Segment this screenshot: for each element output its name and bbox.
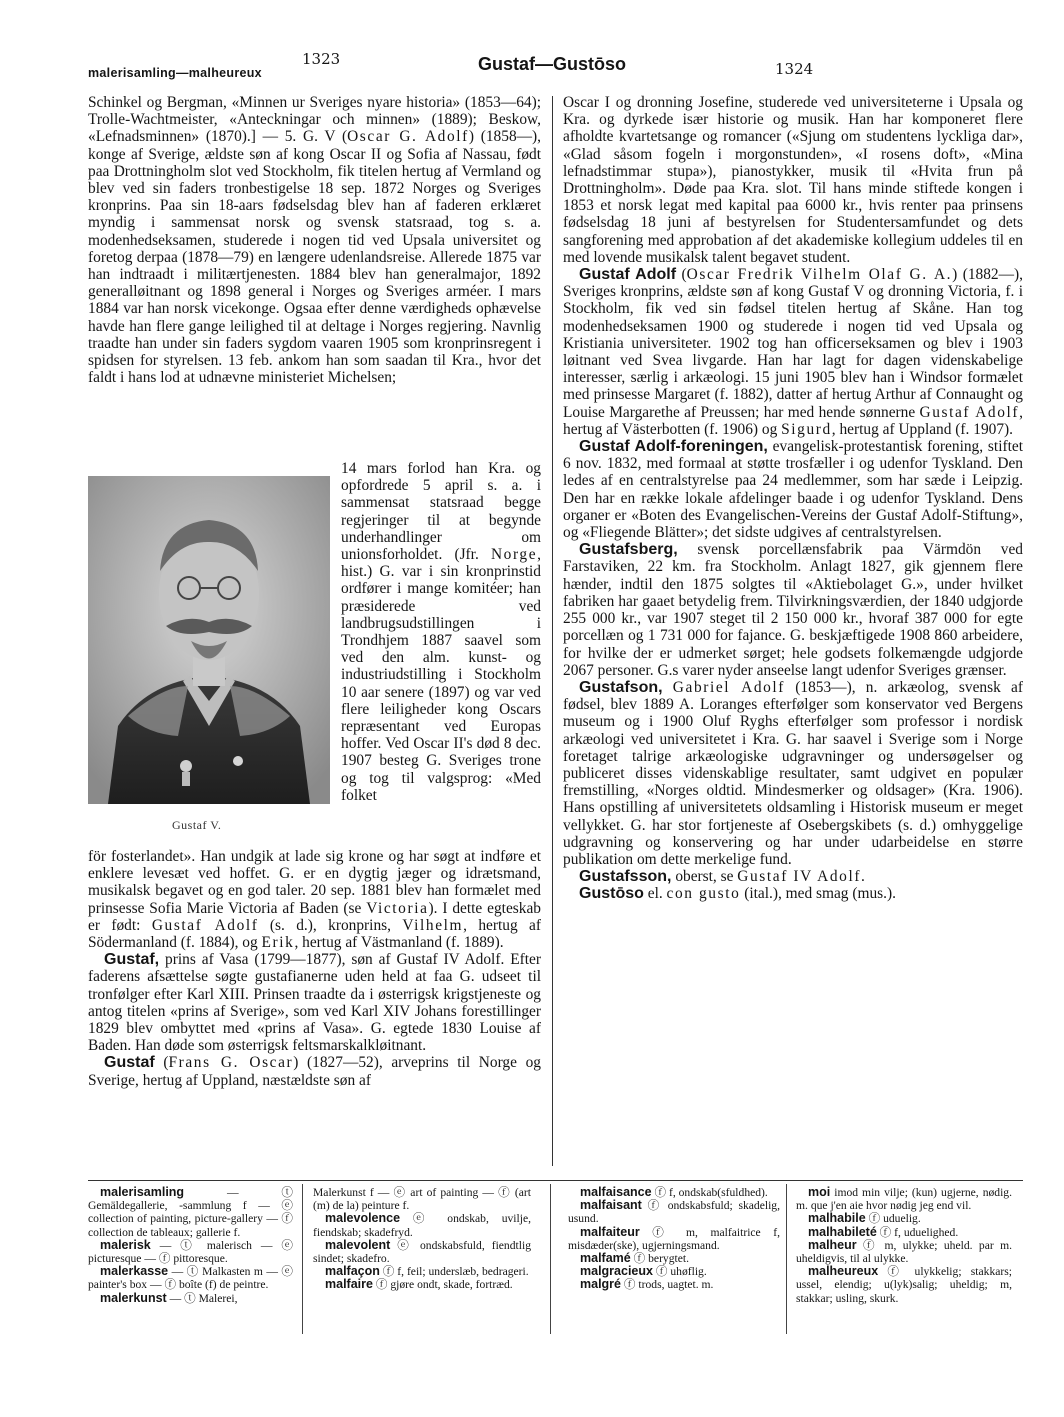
- paragraph: 14 mars forlod han Kra. og opfordrede 5 april s. a. i sammensat statsraad begge regjeringer til at begynde underhandlinger om unionsforholdet. (Jfr. Norge, hist.) G. var i sin kronprinstid ordfører i mange komitéer; han præsiderede ved landbrugsudstillingen i Trondhjem 1887 saavel som ved den alm. kunst- og industriudstilling i Stockholm 10 aar senere (1897) og var ved flere leiligheder kong Oscars repræsentant ved Europas hoffer. Ved Oscar II's død 8 dec. 1907 besteg G. Sveriges trone og tog til valgsprog: «Med folket: [341, 460, 541, 804]
- glossary-headword: malhabile: [808, 1211, 866, 1226]
- glossary-headword: malgracieux: [580, 1264, 653, 1279]
- entry-headword: Gustōso: [579, 885, 644, 903]
- glossary-text: imod min vilje; (kun) ugjerne, nødig. m. que j'en aie hvor nødig jeg end vil.: [796, 1186, 1012, 1213]
- glossary-text: ⓕ gjøre ondt, skade, fortræd.: [372, 1278, 513, 1292]
- portrait-image: [88, 476, 330, 804]
- glossary-text: ⓕ m, ulykke; uheld. par m. uheldigvis, til al ulykke.: [796, 1238, 1012, 1266]
- entry: [563, 679, 1023, 868]
- entry-text: svensk porcellænsfabrik paa Värmdön ved Farstaviken, 22 km. fra Stockholm. Anlagt 1827, gik gjennem flere hænder, indtil den 1875 solgtes til «Aktiebolaget G.», under hvilket fabriken har gaaet betydelig frem. Tilvirkningsværdien, der 1840 udgjorde 255 000 kr., var 1907 steget til 2 150 000 kr., hvoraf 387 000 for egte porcellæn og 1 731 000 for fajance. G. beskjæftigede 1908 860 arbeidere, for hvilke der er udmerket sørget; hele godsets folkemængde udgjorde 2067 personer. G.s varer nyder anseelse langt udenfor Sveriges grænser.: [563, 541, 1023, 679]
- glossary-entry: [313, 1186, 531, 1212]
- entry: [563, 541, 1023, 679]
- glossary-text: ⓔ ondskab, uvilje, fiendskab; skadefryd.: [313, 1212, 531, 1239]
- glossary-column-4: [796, 1186, 1012, 1305]
- right-column: [563, 94, 1023, 903]
- right-entries: [563, 266, 1023, 903]
- entry-text: (Frans G. Oscar) (1827—52), arveprins til Norge og Sverige, hertug af Uppland, næstældste søn af: [88, 1054, 541, 1089]
- entry-headword: Gustaf Adolf-foreningen,: [579, 438, 768, 456]
- glossary-entry: [796, 1239, 1012, 1265]
- entry-text: (Oscar Fredrik Vilhelm Olaf G. A.) (1882—), Sveriges kronprins, ældste søn af kong Gustaf V og dronning Victoria, f. i Stockholm, fik ved sin fødsel titelen hertug af Skåne. Han tog modenhedseksamen 1900 og studerede i nogen tid ved Upsala og Kristiania universiteter. 1902 tog han officerseksamen og blev i 1903 løitnant ved Svea livgarde. Han har lagt for dagen videnskabelige interesser, særlig i arkæologi. 15 juni 1905 blev han i Windsor formælet med prinsesse Margaret (f. 1882), datter af hertug Arthur af Connaught og Louise Margarethe af Preussen; har med hende sønnerne Gustaf Adolf, hertug af Västerbotten (f. 1906) og Sigurd, hertug af Uppland (f. 1907).: [563, 266, 1023, 438]
- glossary-text: ⓕ ondskabsfuld; skadelig, usund.: [568, 1199, 780, 1226]
- glossary-text: ⓕ trods, uagtet. m.: [621, 1278, 714, 1292]
- glossary-text: ⓕ uduelig.: [865, 1212, 921, 1226]
- glossary-entry: [313, 1278, 531, 1291]
- left-column-top: [88, 94, 541, 386]
- glossary-headword: malheureux: [808, 1264, 879, 1279]
- glossary-entry: [796, 1186, 1012, 1212]
- glossary-headword: malgré: [580, 1277, 621, 1292]
- glossary-headword: malfaçon: [325, 1264, 380, 1279]
- glossary-headword: malhabileté: [808, 1224, 877, 1239]
- glossary-headword: malfaiteur: [580, 1224, 640, 1239]
- glossary-text: ⓕ f, ondskab(sfuldhed).: [651, 1186, 768, 1199]
- glossary-text: ⓕ ulykkelig; stakkars; ussel, elendig; u(lyk)salig; uheldig; m, stakkar; usling, skurk.: [796, 1265, 1012, 1305]
- footer-divider: [88, 1180, 1023, 1181]
- entry-text: Gabriel Adolf (1853—), n. arkæolog, svensk af fødsel, blev 1889 A. Loranges efterfølger som konservator ved Bergens museum og i 1900 Oluf Ryghs efterfølger som professor i nordisk arkæologi ved universitetet i Kra. G. har saavel i Sverige som i Norge foretaget talrige arkæologiske udgravninger og undersøgelser og publiceret disses videnskablige resultater, samt udgivet en populær fremstilling, «Norges oldtid. Mindesmerker og oldsager» (Kra. 1906). Hans opstilling af universitetets oldsamling i Historisk museum er meget vellykket. G. har stor fortjeneste af Osebergskibets (s. d.) omhyggelige udgravning og konservering og har under udarbeidelse en større publikation om dette merkelige fund.: [563, 678, 1023, 868]
- glossary-headword: malfamé: [580, 1251, 631, 1266]
- glossary-entry: [88, 1186, 293, 1239]
- glossary-text: — ⓣ Gemäldegallerie, -sammlung f — ⓔ collection of painting, picture-gallery — ⓕ collection de tableaux; gallerie f.: [88, 1186, 293, 1239]
- page-number-left: 1323: [302, 50, 341, 68]
- glossary-text: — ⓣ Malerei,: [166, 1291, 238, 1305]
- entry-headword: Gustafsson,: [579, 868, 672, 886]
- glossary-text: ⓔ ondskabsfuld, fiendtlig sindet; skadefro.: [313, 1238, 531, 1266]
- entry-headword: Gustaf Adolf: [579, 266, 677, 284]
- glossary-entry: [796, 1265, 1012, 1305]
- entry-headword: Gustafson,: [579, 678, 663, 696]
- glossary-headword: malerkunst: [100, 1290, 167, 1305]
- glossary-entry: [568, 1199, 780, 1225]
- glossary-column-1: [88, 1186, 293, 1305]
- paragraph: Schinkel og Bergman, «Minnen ur Sveriges nyare historia» (1853—64); Trolle-Wachtmeister, «Anteckningar och minnen» (1889); Beskow, «Lefnadsminnen» (1870).] — 5. G. V (Oscar G. Adolf) (1858—), konge af Sverige, ældste søn af kong Oscar II og Sofia af Nassau, født paa Drottningholm slot ved Stockholm, fik titelen hertug af Vermland og blev ved sin faders tronbestigelse 18 sep. 1872 Norges og Sveriges kronprins. Paa sin 18-aars fødselsdag blev han af faderen erklæret myndig i sammensat norsk og svensk statsraad, tog s. a. modenhedseksamen, studerede i nogen tid ved Upsala universitet og foretog derpaa (1878—79) en længere udenlandsreise. Allerede 1875 var han indtraadt i militærtjenesten. 1884 blev han generalmajor, 1892 generalløitnant og 1898 general i Norges og Sveriges arméer. I mars 1884 var han norsk vicekonge. Ogsaa efter denne værdigheds ophævelse havde han flere gange leilighed til at deltage i Norges regjering. Navnlig traadte han under sin faders sygdom vaaren 1905 som kronprinsregent i spidsen for styrelsen. 13 feb. ankom han som saadan til Kra., hvor det faldt i hans lod at udnævne ministeriet Michelsen;: [88, 94, 541, 387]
- glossary-text: Malerkunst f — ⓔ art of painting — ⓕ (art (m) de la) peinture f.: [313, 1186, 531, 1213]
- entry: [563, 868, 1023, 885]
- glossary-entry: [88, 1239, 293, 1265]
- page-title: Gustaf—Gustōso: [478, 54, 627, 74]
- glossary-headword: malheur: [808, 1237, 857, 1252]
- glossary-headword: malerkasse: [100, 1264, 169, 1279]
- entry-text: prins af Vasa (1799—1877), søn af Gustaf IV Adolf. Efter faderens afsættelse søgte gustafianerne uden held at faa G. udseet til tronfølger efter Karl XIII. Prinsen traadte da i østerrigsk krigstjeneste og antog titelen «prins af Sverige», som ved Karl XIV Johans forestillinger 1829 blev ombyttet med «prins af Vasa». G. egtede 1830 Louise af Baden. Han døde som østerrigsk feltsmarskalkløitnant.: [88, 951, 541, 1055]
- running-head-left: malerisamling—malheureux: [88, 66, 262, 80]
- glossary-entry: [313, 1239, 531, 1265]
- glossary-text: — ⓣ Malkasten m — ⓔ painter's box — ⓕ boîte (f) de peintre.: [88, 1265, 293, 1292]
- glossary-headword: malevolent: [325, 1237, 391, 1252]
- glossary-headword: malfaire: [325, 1277, 373, 1292]
- glossary-headword: malerisamling: [100, 1185, 185, 1199]
- footer-column-divider: [550, 1184, 551, 1334]
- entry-text: oberst, se Gustaf IV Adolf.: [671, 868, 865, 886]
- entry: [88, 1054, 541, 1088]
- glossary-entry: [313, 1212, 531, 1238]
- footer-column-divider: [302, 1184, 303, 1334]
- glossary-entry: [568, 1226, 780, 1252]
- glossary-headword: malevolence: [325, 1211, 401, 1226]
- portrait-photo: [88, 476, 330, 804]
- glossary-headword: malfaisant: [580, 1198, 642, 1213]
- glossary-headword: malfaisance: [580, 1185, 652, 1199]
- entry: [563, 266, 1023, 438]
- entry: [88, 951, 541, 1054]
- left-column-beside-portrait: [341, 460, 541, 804]
- glossary-entry: [568, 1278, 780, 1291]
- footer-column-divider: [786, 1184, 787, 1334]
- entry: [563, 438, 1023, 541]
- glossary-headword: malerisk: [100, 1237, 151, 1252]
- glossary-text: ⓕ f, feil; underslæb, bedrageri.: [379, 1265, 529, 1279]
- left-column-bottom: [88, 848, 541, 1089]
- glossary-entry: [88, 1265, 293, 1291]
- entry-headword: Gustaf: [104, 1054, 155, 1072]
- entry-text: evangelisk-protestantisk forening, stiftet 6 nov. 1832, med formaal at støtte trosfæller i og udenfor Tyskland. Den ledes af en centralstyrelse paa 24 medlemmer, som har sæde i Leipzig. Den har en række lokale afdelinger baade i og udenfor Tyskland. Dens organer er «Boten des Evangelischen-Vereins der Gustaf Adolf-Stiftung», og «Fliegende Blätter»; det sidste udgives af centralstyrelsen.: [563, 438, 1023, 542]
- glossary-text: ⓕ uhøflig.: [652, 1265, 707, 1279]
- glossary-column-2: [313, 1186, 531, 1292]
- entry-headword: Gustaf,: [104, 951, 160, 969]
- glossary-column-3: [568, 1186, 780, 1292]
- page-number-right: 1324: [775, 60, 814, 78]
- glossary-headword: moi: [808, 1185, 831, 1199]
- column-divider: [552, 96, 553, 1166]
- entry-text: el. con gusto (ital.), med smag (mus.).: [643, 885, 896, 903]
- portrait-caption: Gustaf V.: [172, 818, 222, 832]
- glossary-text: — ⓣ malerisch — ⓔ picturesque — ⓕ pittoresque.: [88, 1238, 293, 1266]
- glossary-text: ⓕ m, malfaitrice f, misdæder(ske), ugjerningsmand.: [568, 1225, 780, 1252]
- entry: [563, 885, 1023, 902]
- glossary-text: ⓕ berygtet.: [630, 1252, 690, 1266]
- entry-headword: Gustafsberg,: [579, 541, 678, 559]
- paragraph: för fosterlandet». Han undgik at lade sig krone og har søgt at indføre et enklere levesæt ved hoffet. G. er en dygtig jæger og idrætsmand, musikalsk begavet og en god taler. 20 sep. 1881 blev han formælet med prinsesse Sofia Marie Victoria af Baden (se Victoria). I dette egteskab er født: Gustaf Adolf (s. d.), kronprins, Vilhelm, hertug af Södermanland (f. 1884), og Erik, hertug af Västmanland (f. 1889).: [88, 848, 541, 952]
- glossary-text: ⓕ f, uduelighed.: [876, 1225, 959, 1239]
- left-entries: [88, 951, 541, 1089]
- glossary-entry: [88, 1292, 293, 1305]
- paragraph: Oscar I og dronning Josefine, studerede ved universiteterne i Upsala og Kra. og dyrkede især historie og musik. Han har komponeret flere afholdte kvartetsange og romancer («Sjung om studentens lyckliga dar», «Glad såsom fogeln i morgonstunden», «I rosens doft», «Mina lefnadstimmar stupa»), pianostykker, musik til «Hvita frun på Drottningholm». Døde paa Kra. slot. Til hans minde stiftede kongen i 1853 et norsk legat med kapital paa 6000 kr., hvis renter paa prinsens fødselsdag 18 juni af bestyrelsen for Studentersamfundet og dets sangforening med approbation af det akademiske kollegium uddeles til en med lovende musikalsk talent begavet student.: [563, 94, 1023, 266]
